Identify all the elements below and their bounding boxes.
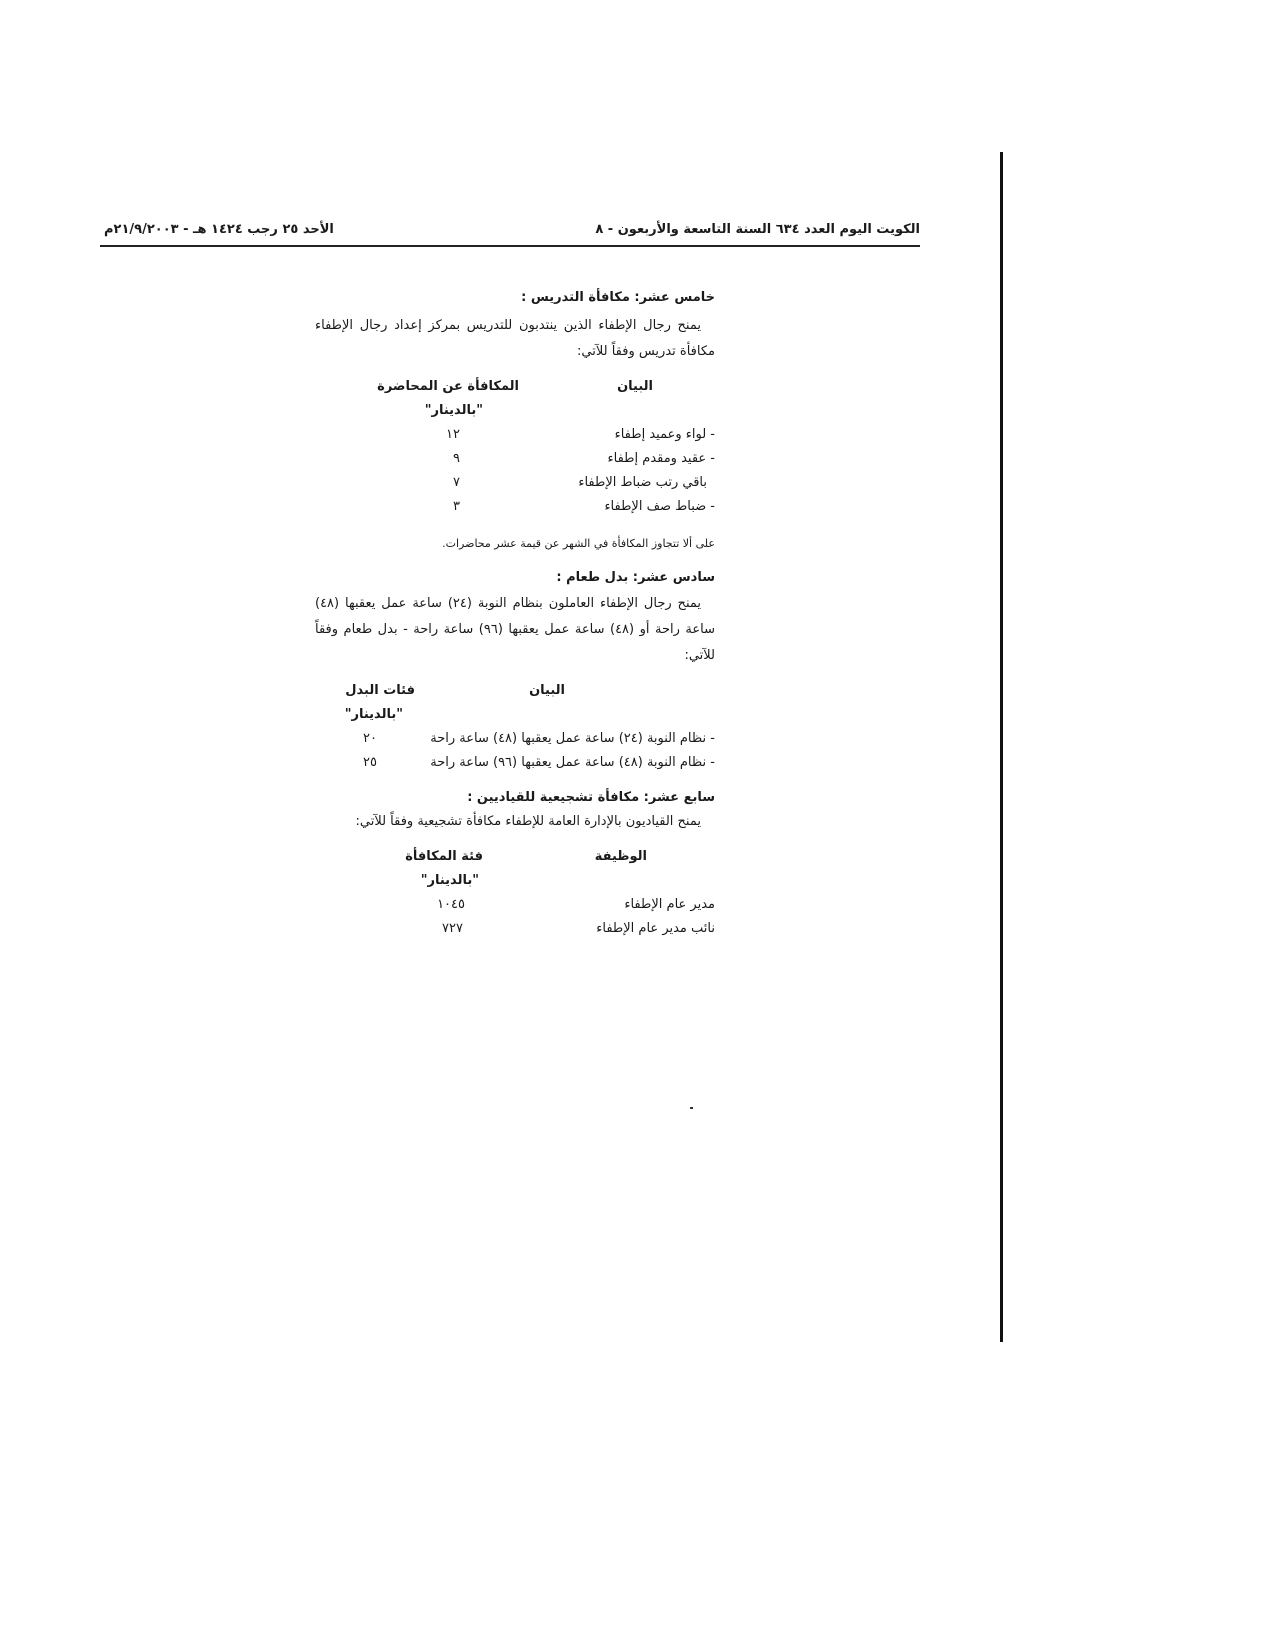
header-date: الأحد ٢٥ رجب ١٤٢٤ هـ - ٢١/٩/٢٠٠٣م — [104, 222, 334, 237]
bonus-table — [315, 379, 715, 523]
row-item: - نظام النوبة (٢٤) ساعة عمل يعقبها (٤٨) ساعة راحة — [430, 731, 715, 746]
table-row — [315, 897, 715, 921]
section-leaders-bonus — [315, 790, 715, 945]
section-heading: سادس عشر: بدل طعام : — [556, 570, 715, 585]
row-value: ٩ — [453, 451, 460, 466]
row-item: نائب مدير عام الإطفاء — [596, 921, 715, 936]
row-item: باقي رتب ضباط الإطفاء — [578, 475, 707, 490]
section-heading: خامس عشر: مكافأة التدريس : — [521, 290, 715, 305]
row-item: - عقيد ومقدم إطفاء — [607, 451, 715, 466]
table-row — [315, 475, 715, 499]
column-unit: "بالدينار" — [420, 873, 479, 888]
column-header-item: الوظيفة — [594, 849, 647, 864]
page-border-line — [1000, 152, 1003, 1342]
row-value: ٢٠ — [363, 731, 377, 746]
column-unit: "بالدينار" — [424, 403, 483, 418]
allowance-table — [315, 683, 715, 779]
table-row — [315, 731, 715, 755]
column-header-value: فئة المكافأة — [405, 849, 483, 864]
table-row — [315, 427, 715, 451]
section-heading: سابع عشر: مكافأة تشجيعية للقياديين : — [467, 790, 715, 805]
scan-speck — [690, 1107, 693, 1109]
row-item: - لواء وعميد إطفاء — [614, 427, 715, 442]
table-header-unit — [315, 403, 715, 427]
row-value: ٧٢٧ — [442, 921, 463, 936]
header-divider — [100, 245, 920, 247]
table-row — [315, 921, 715, 945]
table-row — [315, 451, 715, 475]
section-food-allowance — [315, 570, 715, 779]
table-header — [315, 683, 715, 707]
table-row — [315, 755, 715, 779]
row-item: مدير عام الإطفاء — [624, 897, 715, 912]
header-publication-info: الكويت اليوم العدد ٦٣٤ السنة التاسعة والأربعون - ٨ — [595, 222, 920, 237]
row-item: - نظام النوبة (٤٨) ساعة عمل يعقبها (٩٦) ساعة راحة — [430, 755, 715, 770]
column-unit: "بالدينار" — [344, 707, 403, 722]
row-value: ١٢ — [446, 427, 460, 442]
row-value: ٢٥ — [363, 755, 377, 770]
column-header-item: البيان — [529, 683, 565, 698]
table-row — [315, 499, 715, 523]
section-paragraph: يمنح القياديون بالإدارة العامة للإطفاء مكافأة تشجيعية وفقاً للآتي: — [355, 814, 701, 829]
leaders-table — [315, 849, 715, 945]
column-header-value: فئات البدل — [345, 683, 415, 698]
row-value: ١٠٤٥ — [437, 897, 465, 912]
table-header-unit — [315, 873, 715, 897]
section-teaching-bonus — [315, 290, 715, 550]
row-value: ٣ — [453, 499, 460, 514]
table-header — [315, 379, 715, 403]
section-paragraph: يمنح رجال الإطفاء الذين ينتدبون للتدريس بمركز إعداد رجال الإطفاء مكافأة تدريس وفقاً للآتي: — [315, 318, 715, 359]
column-header-item: البيان — [617, 379, 653, 394]
table-header-unit — [315, 707, 715, 731]
section-note: على ألا تتجاوز المكافأة في الشهر عن قيمة عشر محاضرات. — [442, 537, 715, 550]
table-header — [315, 849, 715, 873]
row-item: - ضباط صف الإطفاء — [604, 499, 715, 514]
section-paragraph: يمنح رجال الإطفاء العاملون بنظام النوبة (٢٤) ساعة عمل يعقبها (٤٨) ساعة راحة أو (٤٨) ساعة عمل يعقبها (٩٦) ساعة راحة - بدل طعام وفقاً للآتي: — [315, 596, 716, 663]
row-value: ٧ — [453, 475, 460, 490]
column-header-value: المكافأة عن المحاضرة — [377, 379, 519, 394]
